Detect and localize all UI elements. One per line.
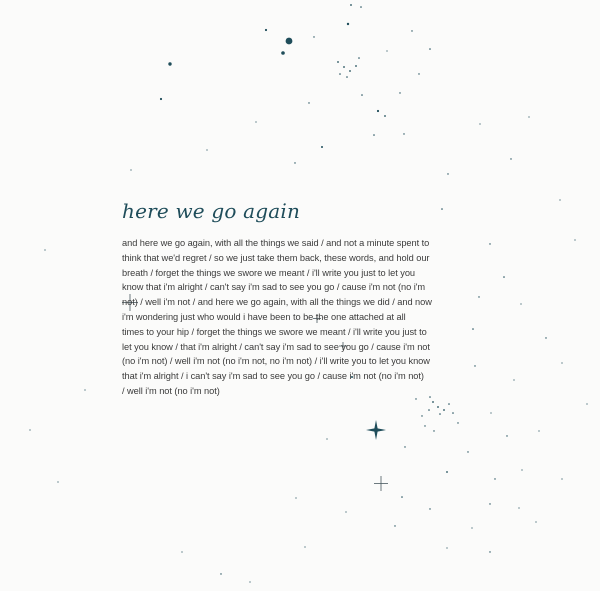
- star: [321, 146, 323, 148]
- star: [355, 65, 357, 67]
- star: [404, 446, 405, 447]
- star: [130, 169, 131, 170]
- star: [346, 76, 348, 78]
- star: [586, 403, 587, 404]
- star: [448, 403, 450, 405]
- star: [513, 379, 514, 380]
- star: [29, 429, 30, 430]
- star: [545, 337, 546, 338]
- star: [403, 133, 404, 134]
- song-title: here we go again: [122, 199, 301, 223]
- lyrics-text: and here we go again, with all the things we said / and not a minute spent to think that we'd regret / so we just take them back, these words, and hold our breath / forget the things we swore we meant / i'll write you just to let you know that i'm alright / can't say i'm sad to see you go / cause i'm not (no i'm not) / well i'm not / and here we go again, with all the things we did / and now i'm wondering just who would i have been to be the one attached at all times to your hip / forget the things we swore we meant / i'll write you just to let you know / that i'm alright / can't say i'm sad to see you go / cause i'm not (no i'm not) / well i'm not (no i'm not, no i'm not) / i'll write you to let you know that i'm alright / i can't say i'm sad to see you go / cause i'm not (no i'm not) / well i'm not (no i'm not): [122, 238, 432, 396]
- star: [361, 94, 363, 96]
- star: [518, 507, 519, 508]
- star: [490, 412, 491, 413]
- star: [421, 415, 422, 416]
- star: [428, 409, 430, 411]
- star: [538, 430, 539, 431]
- star: [489, 503, 490, 504]
- star: [474, 365, 475, 366]
- star: [424, 425, 425, 426]
- star: [347, 23, 349, 25]
- star: [439, 413, 441, 415]
- star: [411, 30, 412, 31]
- star: [265, 29, 267, 31]
- star: [394, 525, 395, 526]
- star: [57, 481, 58, 482]
- star: [433, 430, 434, 431]
- star: [520, 303, 521, 304]
- star: [360, 6, 362, 8]
- star: [561, 478, 562, 479]
- star: [304, 546, 305, 547]
- star: [559, 199, 560, 200]
- star: [313, 36, 314, 37]
- star: [373, 134, 375, 136]
- star: [429, 508, 430, 509]
- star: [384, 115, 386, 117]
- star: [437, 406, 439, 408]
- star: [401, 496, 403, 498]
- star: [443, 409, 445, 411]
- cross-star: [374, 476, 388, 491]
- star: [281, 51, 285, 55]
- star: [350, 4, 352, 6]
- star: [358, 57, 360, 59]
- star: [349, 70, 351, 72]
- star: [84, 389, 85, 390]
- star: [345, 511, 346, 512]
- star: [168, 62, 171, 65]
- star: [574, 239, 575, 240]
- star: [343, 66, 345, 68]
- star: [472, 328, 474, 330]
- star: [249, 581, 250, 582]
- star: [471, 527, 472, 528]
- star: [429, 48, 431, 50]
- star: [377, 110, 379, 112]
- star: [441, 208, 443, 210]
- star: [506, 435, 507, 436]
- star: [294, 162, 295, 163]
- star: [339, 73, 341, 75]
- star: [528, 116, 529, 117]
- star: [535, 521, 536, 522]
- star: [479, 123, 480, 124]
- star: [399, 92, 400, 93]
- star: [295, 497, 296, 498]
- star: [446, 471, 448, 473]
- star: [418, 73, 419, 74]
- star: [446, 547, 447, 548]
- star: [521, 469, 522, 470]
- star: [206, 149, 207, 150]
- sparkle-star: [366, 420, 386, 440]
- star: [326, 438, 327, 439]
- star: [494, 478, 495, 479]
- star: [503, 276, 505, 278]
- star: [386, 50, 387, 51]
- star: [160, 98, 162, 100]
- star: [255, 121, 256, 122]
- star: [489, 551, 490, 552]
- star: [489, 243, 490, 244]
- star: [432, 401, 434, 403]
- star: [467, 451, 468, 452]
- star: [457, 422, 458, 423]
- star: [181, 551, 182, 552]
- star: [452, 412, 454, 414]
- star: [478, 296, 479, 297]
- star: [308, 102, 309, 103]
- star: [44, 249, 45, 250]
- star: [220, 573, 221, 574]
- star: [510, 158, 511, 159]
- star: [286, 38, 293, 45]
- star: [337, 61, 339, 63]
- star: [561, 362, 562, 363]
- star: [447, 173, 448, 174]
